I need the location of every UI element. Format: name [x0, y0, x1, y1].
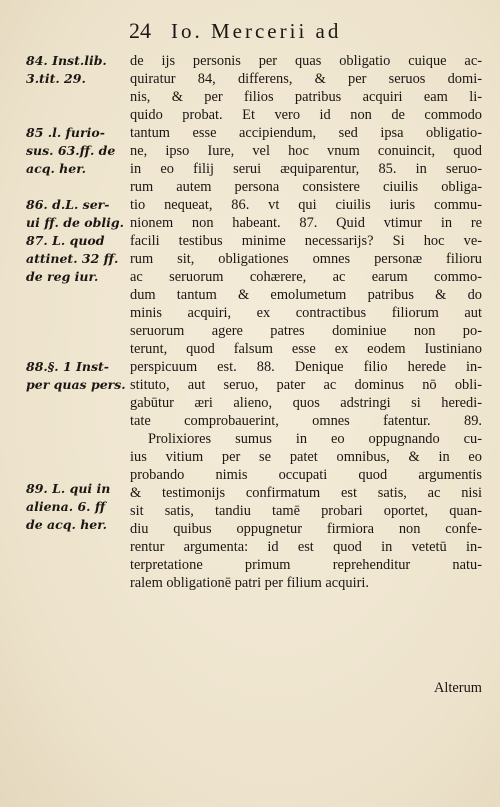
- margin-note: 88.§. 1 Inst- per quas pers.: [26, 359, 126, 392]
- text-line: in eo filij serui æquiparentur, 85. in seruo-: [130, 161, 482, 177]
- text-line: de ijs personis per quas obligatio cuique ac-: [130, 53, 482, 69]
- text-line: ac seruorum cohærere, ac earum commo-: [130, 269, 482, 285]
- margin-note: 86. d.L. ser- ui ff. de oblig.: [26, 197, 124, 230]
- text-line: quiratur 84, differens, & per seruos domi-: [130, 71, 482, 87]
- margin-note: 87. L. quod attinet. 32 ff. de reg iur.: [26, 233, 119, 284]
- text-line: tate comprobauerint, omnes fatentur. 89.: [130, 413, 482, 429]
- text-line: ralem obligationē patri per filium acquiri.: [130, 575, 369, 591]
- text-line: diu quibus oppugnetur firmiora non confe-: [130, 521, 482, 537]
- text-line: sit satis, tandiu tamē probari oportet, quan-: [130, 503, 482, 519]
- text-line: ne, ipso Iure, vel hoc vnum conuincit, quod: [130, 143, 482, 159]
- text-line: seruorum agere patres dominiue non po-: [130, 323, 482, 339]
- text-line: nis, & per filios patribus acquiri eam li-: [130, 89, 482, 105]
- text-line: facili testibus minime necessarijs? Si hoc ve-: [130, 233, 482, 249]
- text-line: tantum esse accipiendum, sed ipsa obligatio-: [130, 125, 482, 141]
- page-header: [125, 16, 445, 46]
- text-line: stituto, aut seruo, pater ac dominus nō obli-: [130, 377, 482, 393]
- text-line: minis acquiri, ex contractibus filiorum aut: [130, 305, 482, 321]
- text-line: rum sit, obligationes omnes personæ filioru: [130, 251, 482, 267]
- margin-note: 89. L. qui in aliena. 6. ff de acq. her.: [26, 481, 111, 532]
- margin-note: 84. Inst.lib. 3.tit. 29.: [26, 53, 107, 86]
- text-line: quido probat. Et vero id non de commodo: [130, 107, 482, 123]
- text-line: rum autem persona consistere ciuilis obliga-: [130, 179, 482, 195]
- text-line: dum tantum & emolumetum patribus & do: [130, 287, 482, 303]
- text-line: probando nimis occupati quod argumentis: [130, 467, 482, 483]
- running-head: Io. Mercerii ad: [171, 19, 342, 43]
- margin-notes: [26, 52, 126, 572]
- margin-note: 85 .l. furio- sus. 63.ff. de acq. her.: [26, 125, 116, 176]
- page-number: 24: [129, 18, 151, 43]
- text-line: ius vitium per se patet omnibus, & in eo: [130, 449, 482, 465]
- text-line: terunt, quod falsum esse ex eodem Iustiniano: [130, 341, 482, 357]
- main-text: [130, 52, 482, 702]
- text-line: gabūtur æri alieno, quos adstringi si heredi-: [130, 395, 482, 411]
- catchword: Alterum: [434, 680, 482, 696]
- text-line: nionem non habeant. 87. Quid vtimur in re: [130, 215, 482, 231]
- text-line: terpretatione primum reprehenditur natu-: [130, 557, 482, 573]
- text-line: rentur argumenta: id est quod in vetetū in-: [130, 539, 482, 555]
- text-line: perspicuum est. 88. Denique filio herede in-: [130, 359, 482, 375]
- text-line: & testimonijs confirmatum est satis, ac nisi: [130, 485, 482, 501]
- text-line: Prolixiores sumus in eo oppugnando cu-: [148, 431, 482, 447]
- text-line: tio nequeat, 86. vt qui ciuilis iuris commu-: [130, 197, 482, 213]
